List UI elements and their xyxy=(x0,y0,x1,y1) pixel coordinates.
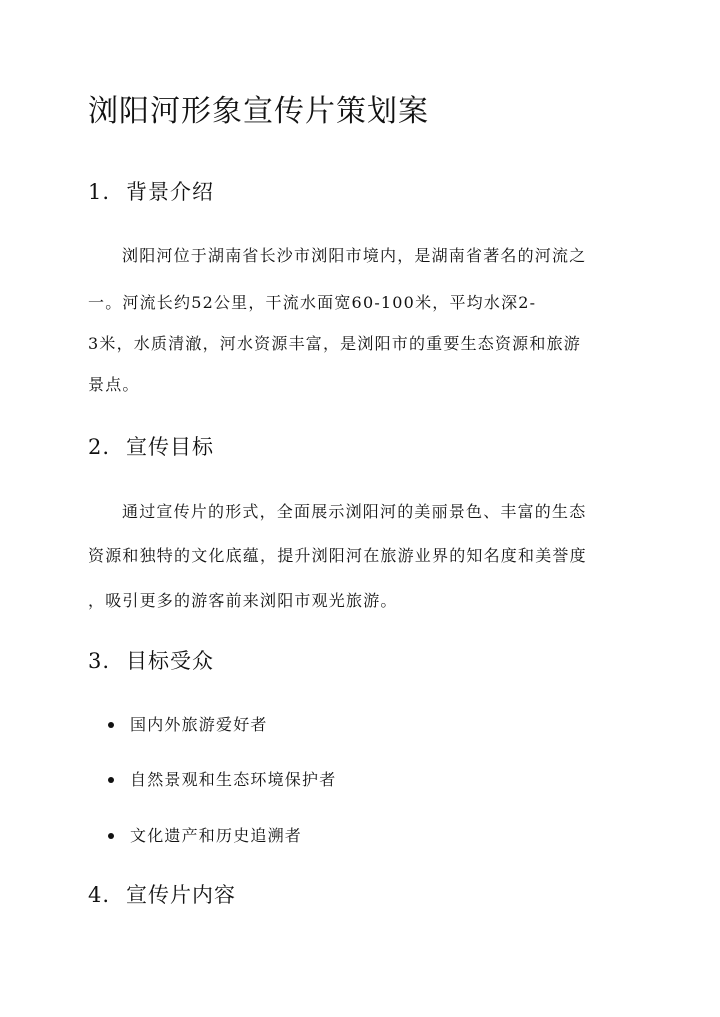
document-title: 浏阳河形象宣传片策划案 xyxy=(88,94,429,129)
list-item xyxy=(108,767,336,790)
section-number: 3. xyxy=(88,649,111,673)
section-title: 宣传目标 xyxy=(126,435,214,459)
paragraph-line: 一。河流长约52公里，干流水面宽60-100米，平均水深2- xyxy=(88,293,537,312)
section-number: 1. xyxy=(88,180,111,204)
paragraph-line: ，吸引更多的游客前来浏阳市观光旅游。 xyxy=(88,591,398,610)
section-number: 4. xyxy=(88,883,111,907)
list-item-text: 文化遗产和历史追溯者 xyxy=(130,826,303,845)
bullet-icon xyxy=(108,833,114,839)
list-item-text: 国内外旅游爱好者 xyxy=(130,715,268,734)
paragraph-line: 资源和独特的文化底蕴，提升浏阳河在旅游业界的知名度和美誉度 xyxy=(88,546,587,565)
section-title: 宣传片内容 xyxy=(126,883,236,907)
list-item xyxy=(108,712,268,735)
section-title: 背景介绍 xyxy=(126,180,214,204)
section-heading-goals xyxy=(88,431,214,461)
list-item xyxy=(108,823,302,846)
list-item-text: 自然景观和生态环境保护者 xyxy=(130,770,337,789)
section-heading-content xyxy=(88,879,236,909)
paragraph-line: 3米，水质清澈，河水资源丰富，是浏阳市的重要生态资源和旅游 xyxy=(88,334,581,353)
paragraph-line: 景点。 xyxy=(88,375,140,394)
bullet-icon xyxy=(108,722,114,728)
section-title: 目标受众 xyxy=(126,649,214,673)
paragraph-line: 通过宣传片的形式，全面展示浏阳河的美丽景色、丰富的生态 xyxy=(122,502,587,521)
bullet-icon xyxy=(108,777,114,783)
paragraph-line: 浏阳河位于湖南省长沙市浏阳市境内，是湖南省著名的河流之 xyxy=(122,246,587,265)
section-heading-audience xyxy=(88,645,214,675)
section-heading-background xyxy=(88,176,214,206)
section-number: 2. xyxy=(88,435,111,459)
